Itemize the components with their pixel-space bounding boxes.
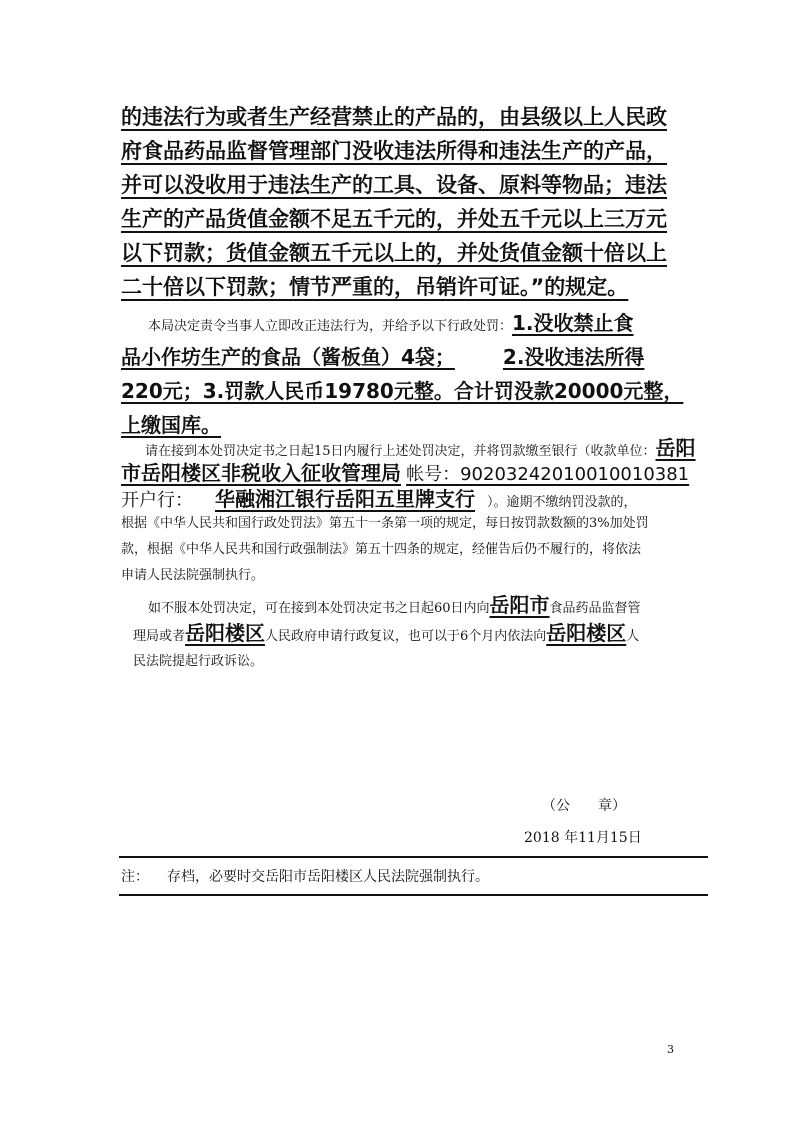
appeal-city: 岳阳市 [489,593,550,617]
account-number: 90203242010010010381 [460,464,690,485]
law-line-2: 府食品药品监督管理部门没收违法所得和违法生产的产品， [121,139,667,163]
bank-label: 开户行： [121,490,193,511]
payment-intro: 请在接到本处罚决定书之日起15日内履行上述处罚决定，并将罚款缴至银行（收款单位： [145,444,656,459]
bank-name: 华融湘江银行岳阳五里牌支行 [215,487,475,511]
note-text: 存档，必要时交岳阳市岳阳楼区人民法院强制执行。 [167,869,489,885]
appeal-part-3: 理局或者 [133,629,186,644]
law-line-5: 以下罚款；货值金额五千元以上的，并处货值金额十倍以上 [121,241,667,265]
payee-part-2: 市岳阳楼区非税收入征收管理局 [121,461,401,485]
payee-part-1: 岳阳 [655,436,696,460]
note-label: 注： [121,869,149,885]
issue-date: 2018 年11月15日 [524,830,642,846]
appeal-district-2: 岳阳楼区 [546,621,627,645]
appeal-part-2: 食品药品监督管 [549,601,641,616]
account-label: 帐号： [406,464,461,485]
appeal-part-5: 人 [626,629,640,644]
payment-line-5: 申请人民法院强制执行。 [121,568,265,583]
appeal-district-1: 岳阳楼区 [185,621,266,645]
law-line-1: 的违法行为或者生产经营禁止的产品的，由县级以上人民政 [121,105,667,129]
law-line-6: 二十倍以下罚款；情节严重的，吊销许可证。”的规定。 [121,275,629,299]
law-line-3: 并可以没收用于违法生产的工具、设备、原料等物品；违法 [121,173,667,197]
law-line-4: 生产的产品货值金额不足五千元的，并处五千元以上三万元 [121,207,667,231]
penalty-line-4: 上缴国库。 [121,413,221,437]
penalty-item-2: 2.没收违法所得 [502,345,645,369]
penalty-intro: 本局决定责令当事人立即改正违法行为，并给予以下行政处罚： [148,319,513,334]
appeal-part-6: 民法院提起行政诉讼。 [133,654,264,669]
penalty-item-1a: 1.没收禁止食 [512,311,634,335]
note-bottom-rule [119,894,708,896]
payment-after-bank: ）。逾期不缴纳罚没款的， [487,495,637,510]
payment-line-3: 根据《中华人民共和国行政处罚法》第五十一条第一项的规定，每日按罚款数额的3%加处罚 [121,516,649,531]
appeal-part-1: 如不服本处罚决定，可在接到本处罚决定书之日起60日内向 [148,601,490,616]
payment-line-4: 款，根据《中华人民共和国行政强制法》第五十四条的规定，经催告后仍不履行的，将依法 [121,542,642,557]
seal-label: （公 章） [542,798,626,814]
penalty-item-1b: 品小作坊生产的食品（酱板鱼）4袋； [121,345,455,369]
note-top-rule [119,856,708,858]
penalty-line-3: 220元；3.罚款人民币19780元整。合计罚没款20000元整， [121,379,684,403]
appeal-part-4: 人民政府申请行政复议，也可以于6个月内依法向 [265,629,547,644]
page-number: 3 [667,1043,674,1056]
